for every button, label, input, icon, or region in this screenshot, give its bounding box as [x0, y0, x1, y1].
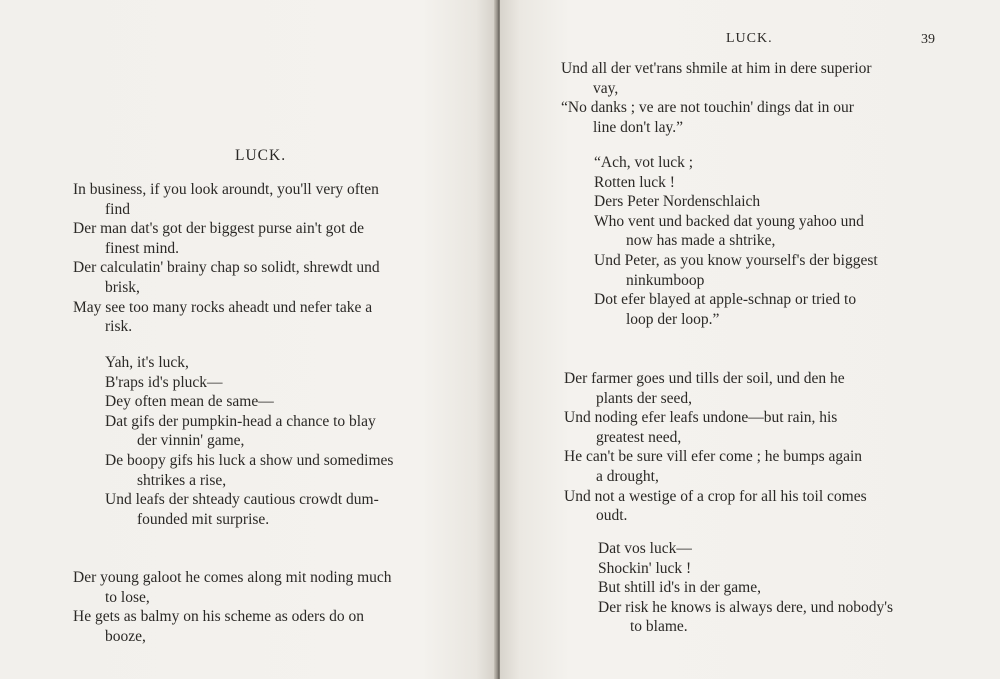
verse-line: Dey often mean de same— [105, 393, 274, 411]
verse-line: In business, if you look aroundt, you'll very often [73, 181, 379, 198]
stanza-top [561, 59, 941, 137]
verse-line-continuation: risk. [105, 318, 133, 336]
verse-line: Rotten luck ! [594, 173, 675, 191]
verse-line-continuation: find [105, 200, 130, 218]
verse-line-continuation: to lose, [105, 588, 150, 606]
verse-line-continuation: shtrikes a rise, [137, 471, 227, 489]
running-head: LUCK. [726, 31, 773, 46]
verse-line-continuation: plants der seed, [596, 389, 692, 407]
verse-line-continuation: to blame. [630, 618, 688, 636]
verse-line-continuation: ninkumboop [626, 271, 705, 289]
page-number: 39 [921, 32, 935, 47]
verse-line-continuation: founded mit surprise. [137, 510, 270, 528]
verse-line: “No danks ; ve are not touchin' dings dat in our [561, 99, 854, 117]
verse-line: Dat gifs der pumpkin-head a chance to blay [105, 412, 376, 430]
verse-line-continuation: finest mind. [105, 239, 180, 257]
refrain-1 [105, 353, 455, 529]
verse-line-continuation: line don't lay.” [593, 118, 684, 136]
verse-line-continuation: vay, [593, 79, 619, 97]
verse-line: But shtill id's in der game, [598, 579, 761, 597]
verse-line: Shockin' luck ! [598, 559, 692, 577]
right-page [500, 0, 1000, 679]
stanza-3 [564, 369, 944, 526]
verse-line-continuation: oudt. [596, 507, 628, 525]
verse-line: De boopy gifs his luck a show und somedimes [105, 451, 394, 469]
verse-line: Und not a westige of a crop for all his toil comes [564, 487, 867, 505]
verse-line: Der man dat's got der biggest purse ain't got de [73, 220, 364, 238]
verse-line: Dot efer blayed at apple-schnap or tried to [594, 291, 857, 309]
stanza-2 [73, 568, 453, 646]
verse-line: Und leafs der shteady cautious crowdt dum- [105, 491, 379, 509]
refrain-3 [598, 539, 948, 637]
refrain-2 [594, 153, 944, 329]
verse-line: May see too many rocks aheadt und nefer take a [73, 298, 373, 316]
verse-line-continuation: greatest need, [596, 428, 682, 446]
verse-line: He gets as balmy on his scheme as oders do on [73, 608, 364, 626]
verse-line: Der farmer goes und tills der soil, und den he [564, 370, 845, 387]
verse-line-continuation: brisk, [105, 278, 140, 296]
verse-line: Der calculatin' brainy chap so solidt, shrewdt und [73, 259, 380, 277]
verse-line: Ders Peter Nordenschlaich [594, 193, 761, 211]
verse-line-continuation: der vinnin' game, [137, 432, 245, 450]
verse-line: Yah, it's luck, [105, 354, 189, 371]
verse-line: B'raps id's pluck— [105, 373, 223, 391]
verse-line-continuation: loop der loop.” [626, 310, 720, 328]
verse-line-continuation: now has made a shtrike, [626, 232, 776, 250]
verse-line: Der young galoot he comes along mit noding much [73, 569, 392, 586]
poem-title: LUCK. [235, 147, 287, 164]
left-page [0, 0, 496, 679]
verse-line: Der risk he knows is always dere, und nobody's [598, 598, 894, 616]
verse-line: He can't be sure vill efer come ; he bumps again [564, 448, 863, 466]
verse-line: Und noding efer leafs undone—but rain, his [564, 409, 838, 427]
verse-line: Who vent und backed dat young yahoo und [594, 212, 864, 230]
verse-line: Und Peter, as you know yourself's der biggest [594, 251, 878, 269]
verse-line: Dat vos luck— [598, 540, 692, 557]
verse-line-continuation: booze, [105, 627, 146, 645]
verse-line-continuation: a drought, [596, 467, 659, 485]
verse-line: “Ach, vot luck ; [594, 154, 694, 171]
verse-line: Und all der vet'rans shmile at him in dere superior [561, 60, 872, 77]
stanza-1 [73, 180, 453, 337]
